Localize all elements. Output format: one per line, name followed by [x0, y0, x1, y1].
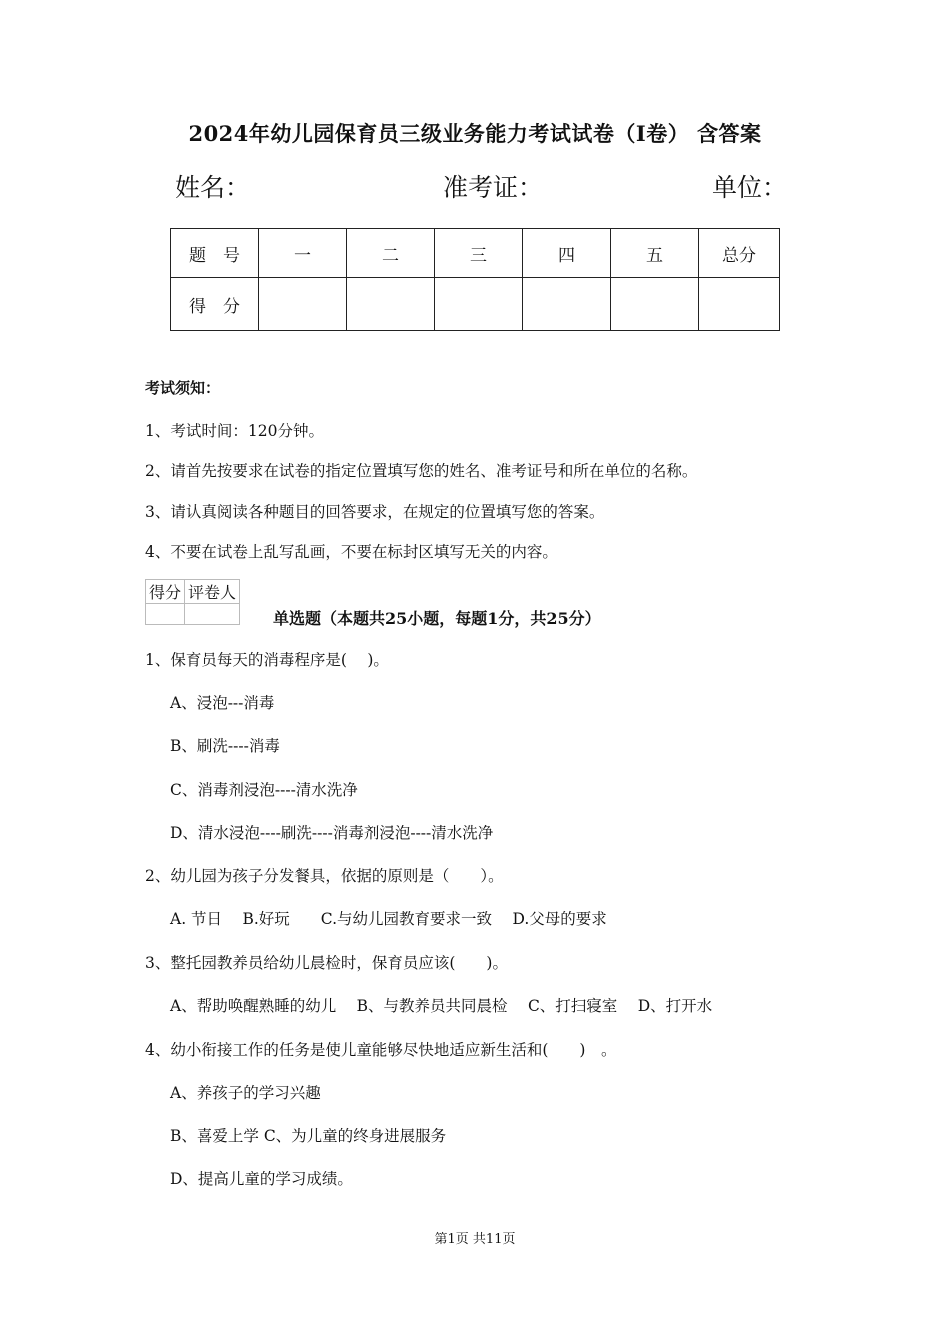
score-cell[interactable]: [523, 278, 611, 331]
question-option: C、消毒剂浸泡----清水洗净: [170, 781, 358, 799]
question-option: A. 节日 B.好玩 C.与幼儿园教育要求一致 D.父母的要求: [170, 910, 607, 928]
question-option: B、喜爱上学 C、为儿童的终身进展服务: [170, 1127, 447, 1145]
name-label: 姓名：: [175, 173, 251, 202]
grader-box: [145, 579, 240, 625]
grader-score-label: 得分: [146, 580, 185, 604]
question-text: 3、整托园教养员给幼儿晨检时，保育员应该( )。: [145, 954, 508, 972]
score-cell[interactable]: [347, 278, 435, 331]
question-option: A、养孩子的学习兴趣: [170, 1084, 321, 1102]
score-row-label: 得 分: [171, 278, 259, 331]
score-header-cell: 一: [259, 229, 347, 278]
page-footer: 第1页 共11页: [434, 1232, 516, 1247]
page-title: 2024年幼儿园保育员三级业务能力考试试卷（I卷） 含答案: [188, 121, 762, 146]
score-header-cell: 五: [611, 229, 699, 278]
note-item: 3、请认真阅读各种题目的回答要求，在规定的位置填写您的答案。: [145, 503, 605, 521]
score-header-cell: 题 号: [171, 229, 259, 278]
question-text: 1、保育员每天的消毒程序是( )。: [145, 651, 389, 669]
question-option: A、浸泡---消毒: [170, 694, 275, 712]
question-option: D、提高儿童的学习成绩。: [170, 1170, 353, 1188]
unit-label: 单位：: [712, 173, 788, 202]
question-option: D、清水浸泡----刷洗----消毒剂浸泡----清水洗净: [170, 824, 494, 842]
grader-name-cell[interactable]: [185, 604, 240, 625]
score-table: [170, 228, 780, 331]
note-item: 4、不要在试卷上乱写乱画，不要在标封区填写无关的内容。: [145, 543, 558, 561]
question-option: B、刷洗----消毒: [170, 737, 280, 755]
section-title: 单选题（本题共25小题，每题1分，共25分）: [273, 609, 601, 628]
score-cell[interactable]: [435, 278, 523, 331]
question-option: A、帮助唤醒熟睡的幼儿 B、与教养员共同晨检 C、打扫寝室 D、打开水: [170, 997, 713, 1015]
score-header-cell: 三: [435, 229, 523, 278]
notes-title: 考试须知：: [145, 379, 221, 397]
score-cell[interactable]: [699, 278, 780, 331]
score-header-cell: 四: [523, 229, 611, 278]
score-cell[interactable]: [611, 278, 699, 331]
score-table-header-row: [171, 229, 780, 278]
note-item: 1、考试时间：120分钟。: [145, 422, 324, 440]
score-header-cell: 二: [347, 229, 435, 278]
score-table-score-row: [171, 278, 780, 331]
question-text: 4、幼小衔接工作的任务是使儿童能够尽快地适应新生活和( ) 。: [145, 1041, 617, 1059]
question-text: 2、幼儿园为孩子分发餐具，依据的原则是（ ）。: [145, 867, 504, 885]
score-cell[interactable]: [259, 278, 347, 331]
grader-score-cell[interactable]: [146, 604, 185, 625]
grader-name-label: 评卷人: [185, 580, 240, 604]
exam-id-label: 准考证：: [443, 173, 544, 202]
score-header-cell: 总分: [699, 229, 780, 278]
note-item: 2、请首先按要求在试卷的指定位置填写您的姓名、准考证号和所在单位的名称。: [145, 462, 698, 480]
